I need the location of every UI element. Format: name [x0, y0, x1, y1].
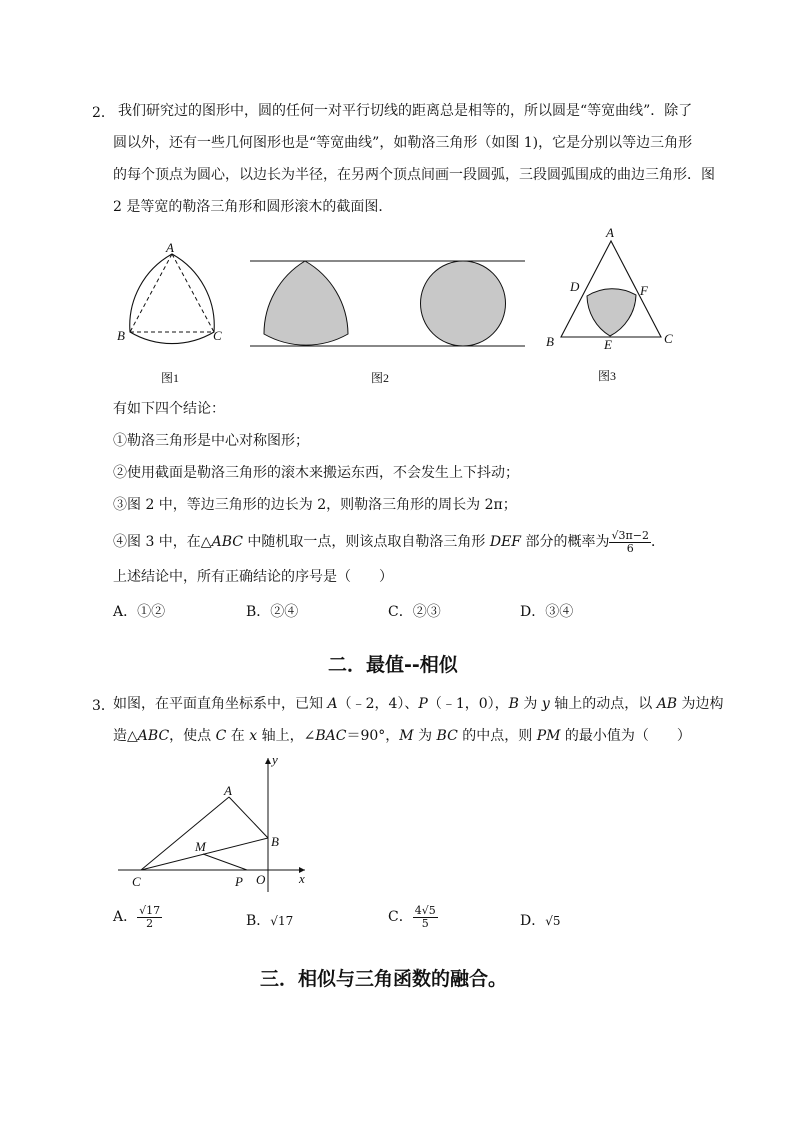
frac-den: 2: [146, 916, 154, 930]
q3-text: 造△: [113, 728, 138, 744]
c4-post: 部分的概率为: [521, 534, 610, 550]
q3-label-c: C: [132, 874, 141, 889]
q3-text: ，使点: [169, 728, 216, 744]
c4-mid: 中随机取一点，则该点取自勒洛三角形: [242, 534, 490, 550]
q3-label-a: A: [224, 783, 232, 798]
q3-text: （﹣1，0），: [427, 696, 509, 712]
c4-frac-num: √3π−2: [611, 528, 649, 542]
q3-label-p: P: [235, 874, 243, 889]
q3-number: 3．: [92, 698, 115, 714]
q3-option-d[interactable]: [520, 910, 561, 930]
figure-1-reuleaux: [110, 240, 230, 360]
q3-text: 如图，在平面直角坐标系中，已知: [113, 696, 328, 712]
q3-label-y: y: [272, 752, 278, 767]
q2-conclusion-1: ①勒洛三角形是中心对称图形；: [113, 433, 309, 449]
q2-intro: 有如下四个结论：: [113, 401, 225, 417]
q3-text: 为: [518, 696, 542, 712]
reuleaux-roller: [264, 261, 348, 345]
q2-option-a[interactable]: A．①②: [113, 604, 166, 620]
q2-conclusion-2: ②使用截面是勒洛三角形的滚木来搬运东西，不会发生上下抖动；: [113, 465, 519, 481]
q2-option-b[interactable]: B．②④: [246, 604, 299, 620]
option-letter: A．: [113, 909, 138, 925]
q3-var: M: [399, 728, 414, 744]
frac-num: √17: [139, 903, 161, 917]
q3-var: B: [508, 696, 519, 712]
frac-num: 4√5: [414, 903, 436, 917]
fig3-label-c: C: [664, 331, 673, 346]
q3-label-o: O: [256, 872, 266, 887]
option-letter: C．: [388, 909, 413, 925]
circle-roller: [421, 261, 506, 346]
reuleaux-def: [587, 289, 636, 336]
q3-label-b: B: [271, 834, 279, 849]
q3-var: y: [541, 696, 550, 712]
q3-option-c-fraction: [413, 905, 438, 930]
q3-var: ABC: [137, 728, 170, 744]
q3-var: PM: [536, 728, 561, 744]
q2-line-1: 我们研究过的图形中，圆的任何一对平行切线的距离总是相等的，所以圆是“等宽曲线”．除了: [118, 103, 693, 119]
q3-label-x: x: [299, 871, 305, 886]
q2-line-2: 圆以外，还有一些几何图形也是“等宽曲线”，如勒洛三角形（如图 1)，它是分别以等边三角形: [113, 135, 693, 151]
q3-var: A: [327, 696, 338, 712]
q3-var: x: [249, 728, 258, 744]
q2-option-d[interactable]: D．③④: [520, 604, 574, 620]
q2-ask: 上述结论中，所有正确结论的序号是（ ）: [113, 569, 393, 585]
fig1-label-a: A: [166, 240, 174, 255]
q3-text: 轴上的动点，以: [549, 696, 657, 712]
reuleaux-outline: [130, 254, 214, 344]
q3-var: BC: [436, 728, 458, 744]
c4-probability-fraction: [609, 530, 650, 555]
q3-var: C: [215, 728, 227, 744]
fig2-caption: 图2: [371, 371, 390, 385]
q3-line-1: [113, 695, 724, 713]
q2-line-4: 2 是等宽的勒洛三角形和圆形滚木的截面图．: [113, 199, 393, 215]
q3-text: ＝90°，: [346, 728, 400, 744]
fig3-label-e: E: [604, 337, 612, 352]
c4-pre: ④图 3 中，在△: [113, 534, 212, 550]
c4-end: ．: [650, 534, 665, 550]
option-value: √5: [545, 914, 561, 928]
q3-text: 为: [413, 728, 437, 744]
q3-option-a-fraction: [137, 905, 162, 930]
q3-option-a[interactable]: [113, 902, 162, 932]
c4-abc: ABC: [211, 534, 243, 550]
fig3-label-d: D: [570, 279, 580, 294]
q3-text: 的中点，则: [457, 728, 537, 744]
fig1-caption: 图1: [161, 371, 180, 385]
figure-q3-coordinate: [110, 752, 320, 897]
q3-var: AB: [656, 696, 678, 712]
q3-var: P: [418, 696, 428, 712]
q2-conclusion-4: [113, 528, 665, 556]
c4-frac-den: 6: [626, 541, 634, 555]
c4-def: DEF: [489, 534, 522, 550]
fig1-label-c: C: [213, 328, 222, 343]
q3-text: （﹣2，4）、: [337, 696, 419, 712]
fig3-label-a: A: [606, 225, 614, 240]
frac-den: 5: [421, 916, 429, 930]
q3-option-b[interactable]: [246, 910, 293, 930]
q3-var: BAC: [315, 728, 347, 744]
q3-text: 为边构: [677, 696, 724, 712]
figure-3-triangle: [540, 225, 680, 355]
q3-label-m: M: [195, 839, 206, 854]
fig3-label-b: B: [546, 334, 554, 349]
q2-line-3: 的每个顶点为圆心，以边长为半径，在另两个顶点间画一段圆弧，三段圆弧围成的曲边三角形．图: [113, 167, 715, 183]
fig3-caption: 图3: [598, 369, 617, 383]
section-3-heading: 三．相似与三角函数的融合。: [260, 968, 508, 990]
q2-number: 2．: [92, 105, 115, 121]
q3-option-c[interactable]: [388, 902, 438, 932]
q2-option-c[interactable]: C．②③: [388, 604, 441, 620]
q2-conclusion-3: ③图 2 中，等边三角形的边长为 2，则勒洛三角形的周长为 2π；: [113, 497, 517, 513]
q3-text: 在: [226, 728, 250, 744]
option-value: √17: [270, 914, 294, 928]
option-letter: B．: [246, 913, 271, 929]
option-letter: D．: [520, 913, 546, 929]
q3-line-2: [113, 727, 691, 745]
section-2-heading: 二．最值--相似: [328, 654, 458, 676]
figure-2-rollers: [245, 255, 530, 355]
q3-text: 轴上，∠: [257, 728, 316, 744]
fig1-label-b: B: [117, 328, 125, 343]
q3-text: 的最小值为（ ）: [560, 728, 691, 744]
fig3-label-f: F: [640, 283, 648, 298]
